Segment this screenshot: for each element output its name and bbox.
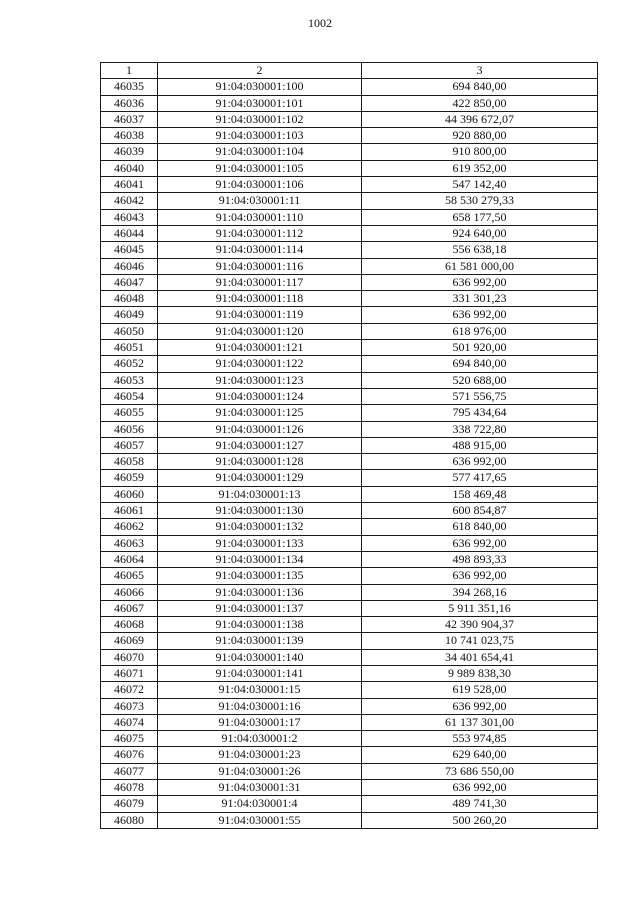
table-row	[101, 144, 598, 160]
row-number-cell: 46077	[101, 763, 158, 779]
table-row	[101, 568, 598, 584]
row-number-cell: 46049	[101, 307, 158, 323]
table-row	[101, 405, 598, 421]
page-number: 1002	[308, 16, 332, 30]
table-row	[101, 633, 598, 649]
cadastral-number-cell: 91:04:030001:139	[158, 633, 362, 649]
cadastral-number-cell: 91:04:030001:120	[158, 323, 362, 339]
row-number-cell: 46075	[101, 731, 158, 747]
table-row	[101, 193, 598, 209]
value-cell: 10 741 023,75	[362, 633, 598, 649]
row-number-cell: 46036	[101, 95, 158, 111]
table-row	[101, 747, 598, 763]
cadastral-number-cell: 91:04:030001:138	[158, 617, 362, 633]
table-row	[101, 665, 598, 681]
row-number-cell: 46060	[101, 486, 158, 502]
row-number-cell: 46070	[101, 649, 158, 665]
cadastral-number-cell: 91:04:030001:15	[158, 682, 362, 698]
table-row	[101, 437, 598, 453]
row-number-cell: 46039	[101, 144, 158, 160]
value-cell: 520 688,00	[362, 372, 598, 388]
value-cell: 694 840,00	[362, 79, 598, 95]
cadastral-number-cell: 91:04:030001:122	[158, 356, 362, 372]
row-number-cell: 46047	[101, 274, 158, 290]
table-row	[101, 274, 598, 290]
row-number-cell: 46072	[101, 682, 158, 698]
cadastral-number-cell: 91:04:030001:11	[158, 193, 362, 209]
value-cell: 61 581 000,00	[362, 258, 598, 274]
row-number-cell: 46053	[101, 372, 158, 388]
table-row	[101, 470, 598, 486]
value-cell: 636 992,00	[362, 568, 598, 584]
table-row	[101, 535, 598, 551]
table-row	[101, 323, 598, 339]
value-cell: 500 260,20	[362, 812, 598, 828]
row-number-cell: 46067	[101, 600, 158, 616]
row-number-cell: 46079	[101, 796, 158, 812]
row-number-cell: 46056	[101, 421, 158, 437]
cadastral-number-cell: 91:04:030001:136	[158, 584, 362, 600]
value-cell: 422 850,00	[362, 95, 598, 111]
cadastral-number-cell: 91:04:030001:104	[158, 144, 362, 160]
row-number-cell: 46044	[101, 225, 158, 241]
cadastral-number-cell: 91:04:030001:16	[158, 698, 362, 714]
cadastral-number-cell: 91:04:030001:126	[158, 421, 362, 437]
cadastral-number-cell: 91:04:030001:106	[158, 177, 362, 193]
row-number-cell: 46069	[101, 633, 158, 649]
value-cell: 910 800,00	[362, 144, 598, 160]
value-cell: 553 974,85	[362, 731, 598, 747]
value-cell: 42 390 904,37	[362, 617, 598, 633]
value-cell: 571 556,75	[362, 388, 598, 404]
table-row	[101, 421, 598, 437]
row-number-cell: 46064	[101, 551, 158, 567]
cadastral-number-cell: 91:04:030001:117	[158, 274, 362, 290]
table-row	[101, 780, 598, 796]
row-number-cell: 46045	[101, 242, 158, 258]
row-number-cell: 46037	[101, 111, 158, 127]
cadastral-number-cell: 91:04:030001:118	[158, 291, 362, 307]
value-cell: 331 301,23	[362, 291, 598, 307]
cadastral-number-cell: 91:04:030001:55	[158, 812, 362, 828]
cadastral-number-cell: 91:04:030001:135	[158, 568, 362, 584]
value-cell: 158 469,48	[362, 486, 598, 502]
value-cell: 556 638,18	[362, 242, 598, 258]
value-cell: 61 137 301,00	[362, 714, 598, 730]
value-cell: 629 640,00	[362, 747, 598, 763]
cadastral-number-cell: 91:04:030001:133	[158, 535, 362, 551]
cadastral-number-cell: 91:04:030001:13	[158, 486, 362, 502]
row-number-cell: 46059	[101, 470, 158, 486]
value-cell: 618 976,00	[362, 323, 598, 339]
table-row	[101, 486, 598, 502]
table-row	[101, 111, 598, 127]
row-number-cell: 46061	[101, 503, 158, 519]
row-number-cell: 46076	[101, 747, 158, 763]
table-row	[101, 682, 598, 698]
value-cell: 618 840,00	[362, 519, 598, 535]
cadastral-number-cell: 91:04:030001:123	[158, 372, 362, 388]
value-cell: 58 530 279,33	[362, 193, 598, 209]
row-number-cell: 46046	[101, 258, 158, 274]
cadastral-number-cell: 91:04:030001:102	[158, 111, 362, 127]
cadastral-number-cell: 91:04:030001:140	[158, 649, 362, 665]
table-row	[101, 649, 598, 665]
value-cell: 34 401 654,41	[362, 649, 598, 665]
row-number-cell: 46042	[101, 193, 158, 209]
value-cell: 636 992,00	[362, 780, 598, 796]
value-cell: 600 854,87	[362, 503, 598, 519]
value-cell: 9 989 838,30	[362, 665, 598, 681]
value-cell: 44 396 672,07	[362, 111, 598, 127]
cadastral-number-cell: 91:04:030001:127	[158, 437, 362, 453]
row-number-cell: 46051	[101, 340, 158, 356]
row-number-cell: 46068	[101, 617, 158, 633]
table-row	[101, 372, 598, 388]
table-row	[101, 307, 598, 323]
column-header-1: 1	[101, 63, 158, 79]
cadastral-number-cell: 91:04:030001:116	[158, 258, 362, 274]
value-cell: 658 177,50	[362, 209, 598, 225]
table-row	[101, 160, 598, 176]
cadastral-number-cell: 91:04:030001:114	[158, 242, 362, 258]
cadastral-number-cell: 91:04:030001:125	[158, 405, 362, 421]
value-cell: 619 352,00	[362, 160, 598, 176]
cadastral-number-cell: 91:04:030001:110	[158, 209, 362, 225]
row-number-cell: 46066	[101, 584, 158, 600]
row-number-cell: 46048	[101, 291, 158, 307]
table-header-row	[101, 63, 598, 79]
row-number-cell: 46063	[101, 535, 158, 551]
table-row	[101, 291, 598, 307]
value-cell: 577 417,65	[362, 470, 598, 486]
row-number-cell: 46054	[101, 388, 158, 404]
table-row	[101, 600, 598, 616]
cadastral-number-cell: 91:04:030001:132	[158, 519, 362, 535]
cadastral-number-cell: 91:04:030001:141	[158, 665, 362, 681]
table-row	[101, 454, 598, 470]
value-cell: 498 893,33	[362, 551, 598, 567]
cadastral-number-cell: 91:04:030001:119	[158, 307, 362, 323]
value-cell: 488 915,00	[362, 437, 598, 453]
table-row	[101, 242, 598, 258]
table-row	[101, 584, 598, 600]
value-cell: 920 880,00	[362, 128, 598, 144]
row-number-cell: 46043	[101, 209, 158, 225]
value-cell: 489 741,30	[362, 796, 598, 812]
row-number-cell: 46052	[101, 356, 158, 372]
value-cell: 501 920,00	[362, 340, 598, 356]
value-cell: 924 640,00	[362, 225, 598, 241]
value-cell: 636 992,00	[362, 454, 598, 470]
column-header-2: 2	[158, 63, 362, 79]
table-row	[101, 356, 598, 372]
value-cell: 338 722,80	[362, 421, 598, 437]
value-cell: 636 992,00	[362, 307, 598, 323]
cadastral-number-cell: 91:04:030001:17	[158, 714, 362, 730]
table-row	[101, 225, 598, 241]
row-number-cell: 46073	[101, 698, 158, 714]
table-row	[101, 128, 598, 144]
row-number-cell: 46080	[101, 812, 158, 828]
cadastral-number-cell: 91:04:030001:2	[158, 731, 362, 747]
table-row	[101, 79, 598, 95]
row-number-cell: 46050	[101, 323, 158, 339]
cadastral-number-cell: 91:04:030001:134	[158, 551, 362, 567]
table-row	[101, 698, 598, 714]
table-row	[101, 177, 598, 193]
value-cell: 619 528,00	[362, 682, 598, 698]
table-row	[101, 551, 598, 567]
cadastral-number-cell: 91:04:030001:124	[158, 388, 362, 404]
value-cell: 636 992,00	[362, 535, 598, 551]
table-row	[101, 95, 598, 111]
row-number-cell: 46071	[101, 665, 158, 681]
row-number-cell: 46062	[101, 519, 158, 535]
row-number-cell: 46035	[101, 79, 158, 95]
table-row	[101, 388, 598, 404]
value-cell: 636 992,00	[362, 698, 598, 714]
value-cell: 73 686 550,00	[362, 763, 598, 779]
row-number-cell: 46057	[101, 437, 158, 453]
value-cell: 5 911 351,16	[362, 600, 598, 616]
row-number-cell: 46038	[101, 128, 158, 144]
value-cell: 694 840,00	[362, 356, 598, 372]
row-number-cell: 46065	[101, 568, 158, 584]
cadastral-number-cell: 91:04:030001:112	[158, 225, 362, 241]
cadastral-number-cell: 91:04:030001:4	[158, 796, 362, 812]
row-number-cell: 46078	[101, 780, 158, 796]
table-row	[101, 503, 598, 519]
column-header-3: 3	[362, 63, 598, 79]
value-cell: 547 142,40	[362, 177, 598, 193]
value-cell: 394 268,16	[362, 584, 598, 600]
table-row	[101, 617, 598, 633]
cadastral-number-cell: 91:04:030001:26	[158, 763, 362, 779]
row-number-cell: 46055	[101, 405, 158, 421]
cadastral-number-cell: 91:04:030001:130	[158, 503, 362, 519]
registry-table	[100, 62, 598, 829]
table-row	[101, 258, 598, 274]
cadastral-number-cell: 91:04:030001:129	[158, 470, 362, 486]
row-number-cell: 46074	[101, 714, 158, 730]
table-row	[101, 209, 598, 225]
cadastral-number-cell: 91:04:030001:31	[158, 780, 362, 796]
row-number-cell: 46058	[101, 454, 158, 470]
table-row	[101, 519, 598, 535]
value-cell: 636 992,00	[362, 274, 598, 290]
row-number-cell: 46040	[101, 160, 158, 176]
cadastral-number-cell: 91:04:030001:121	[158, 340, 362, 356]
table-row	[101, 340, 598, 356]
table-row	[101, 812, 598, 828]
table-body	[101, 79, 598, 829]
cadastral-number-cell: 91:04:030001:128	[158, 454, 362, 470]
row-number-cell: 46041	[101, 177, 158, 193]
cadastral-number-cell: 91:04:030001:137	[158, 600, 362, 616]
table-row	[101, 714, 598, 730]
table-row	[101, 796, 598, 812]
cadastral-number-cell: 91:04:030001:100	[158, 79, 362, 95]
cadastral-number-cell: 91:04:030001:103	[158, 128, 362, 144]
cadastral-number-cell: 91:04:030001:23	[158, 747, 362, 763]
cadastral-number-cell: 91:04:030001:101	[158, 95, 362, 111]
value-cell: 795 434,64	[362, 405, 598, 421]
table-row	[101, 731, 598, 747]
table-row	[101, 763, 598, 779]
cadastral-number-cell: 91:04:030001:105	[158, 160, 362, 176]
